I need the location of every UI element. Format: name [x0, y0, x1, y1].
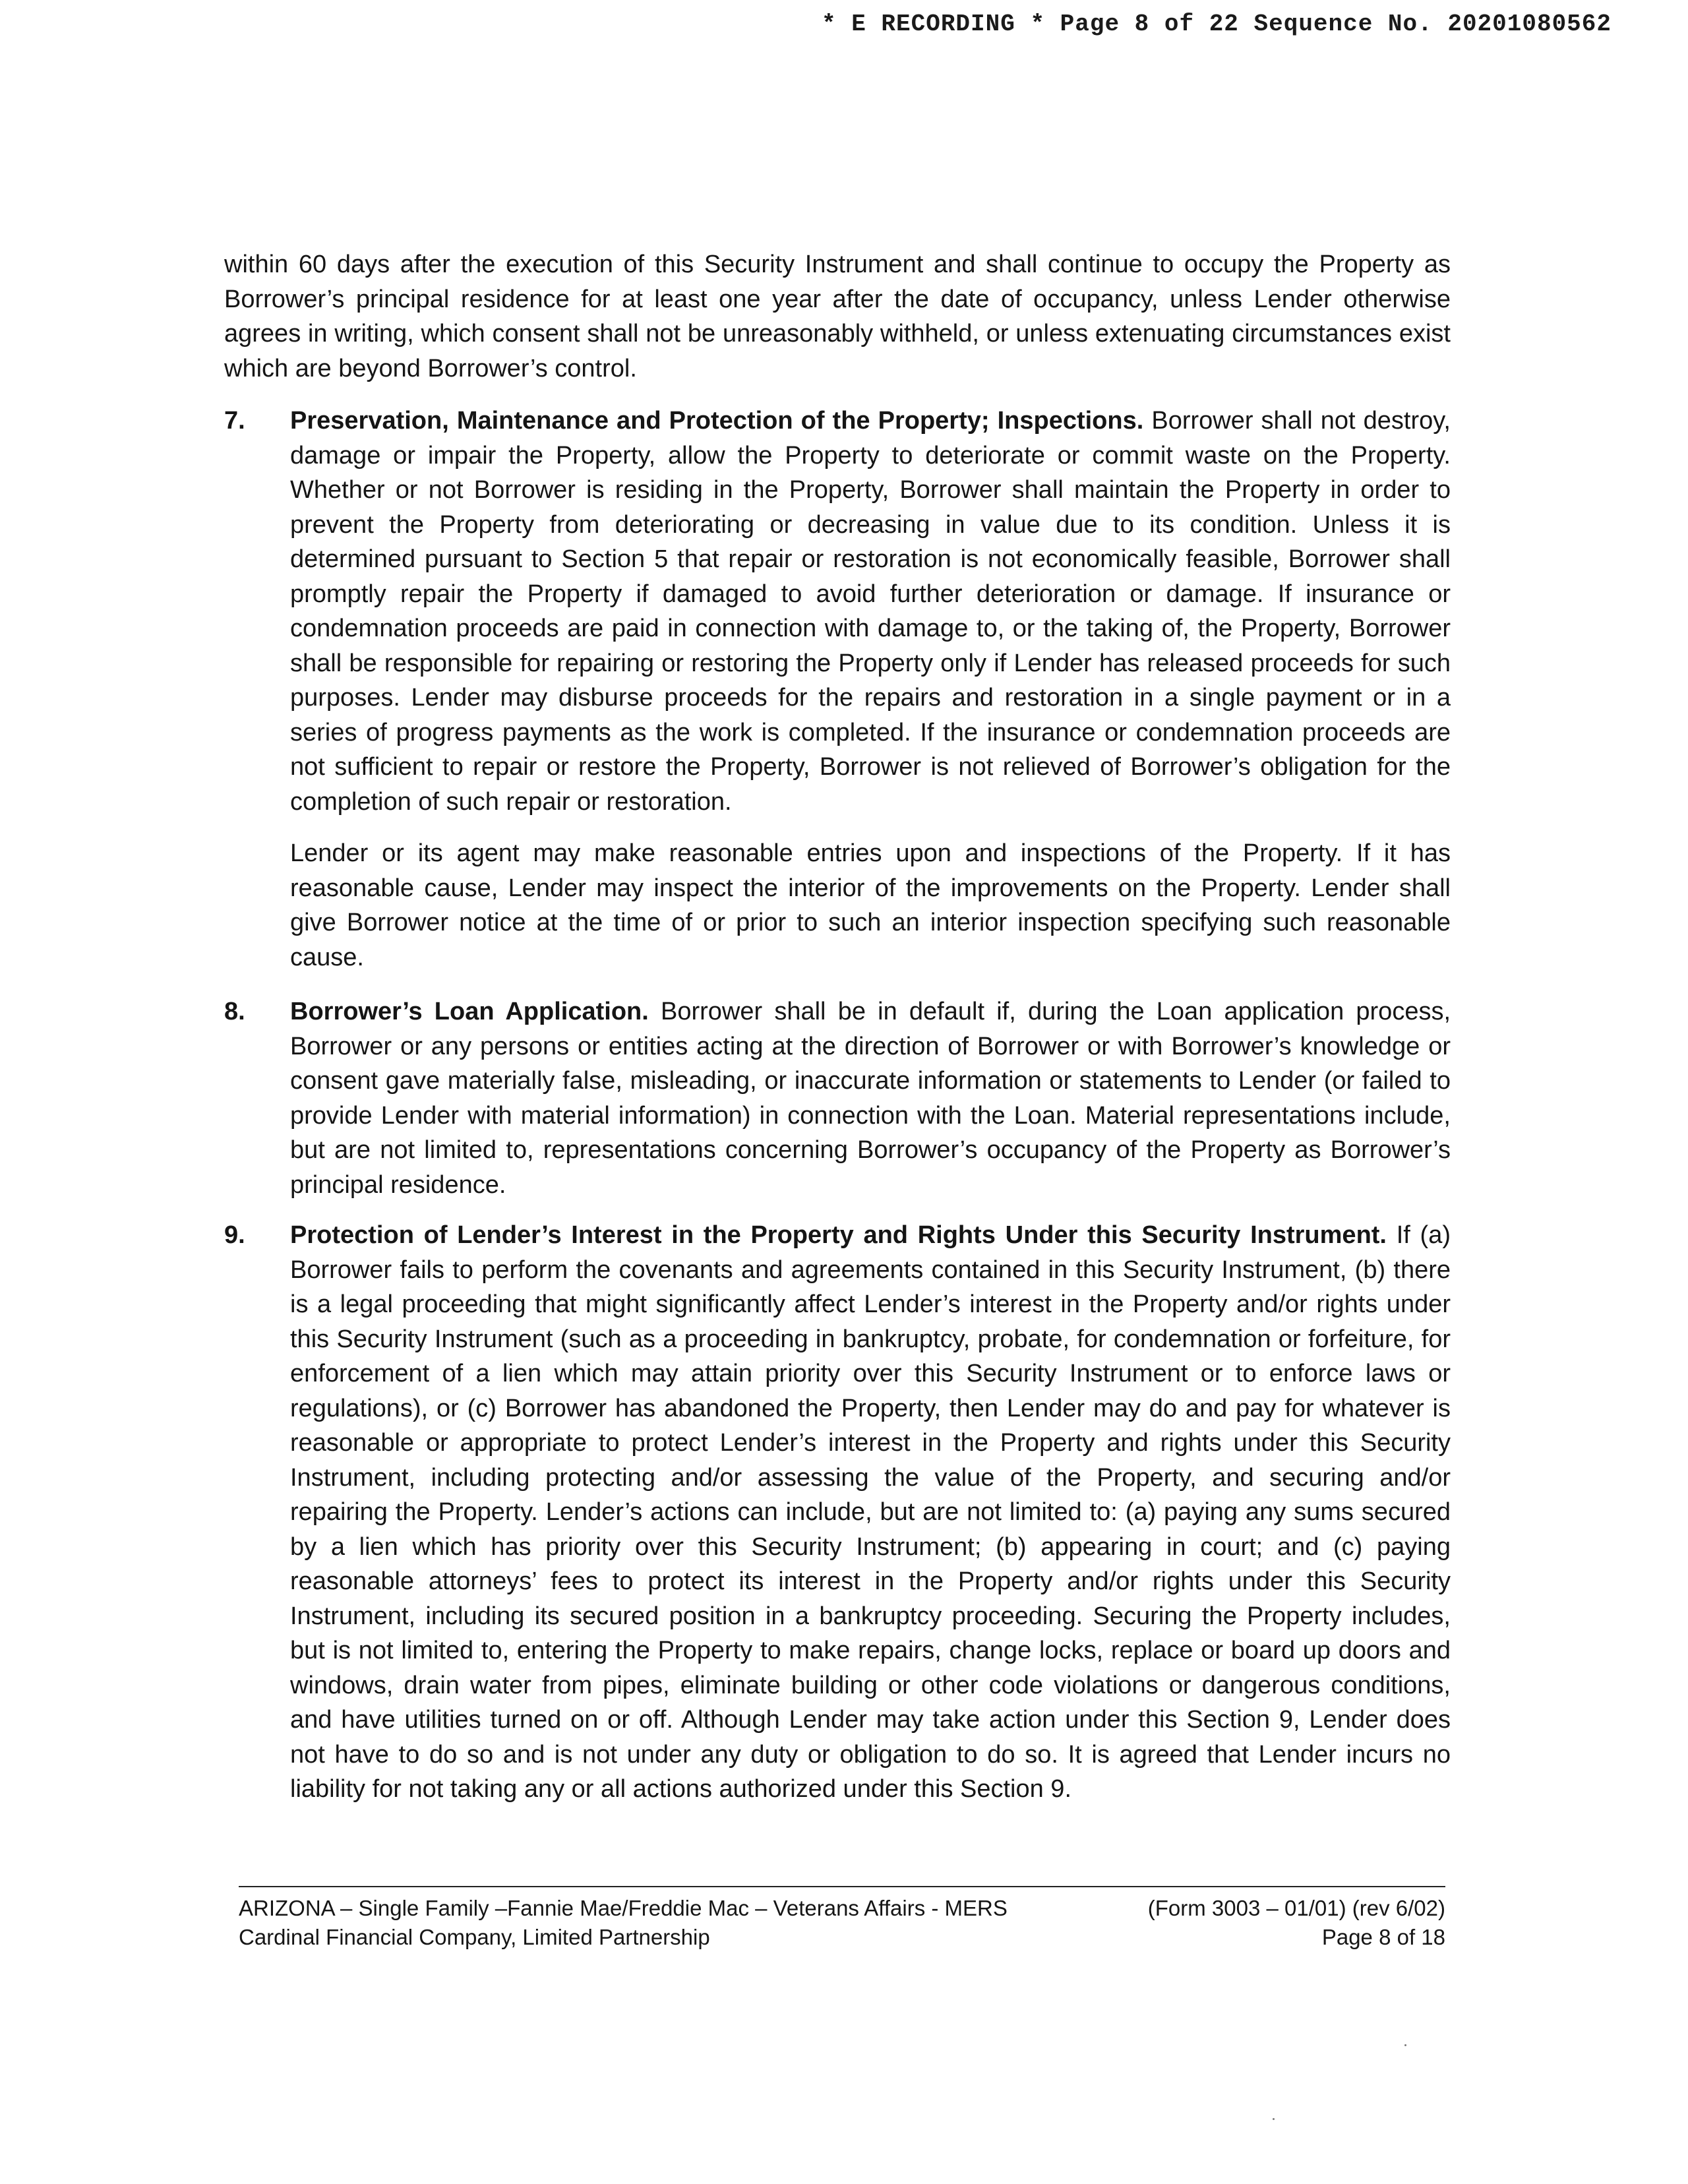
section-text: Borrower shall not destroy, damage or impair the Property, allow the Property to deteriorate or commit waste on the Property. Whether or not Borrower is residing in the Property, Borrower shall maintain the Property in order to prevent the Property from deteriorating or decreasing in value due to its condition. Unless it is determined pursuant to Section 5 that repair or restoration is not economically feasible, Borrower shall promptly repair the Property if damaged to avoid further deterioration or damage. If insurance or condemnation proceeds are paid in connection with damage to, or the taking of, the Property, Borrower shall be responsible for repairing or restoring the Property only if Lender has released proceeds for such purposes. Lender may disburse proceeds for the repairs and restoration in a single payment or in a series of progress payments as the work is completed. If the insurance or condemnation proceeds are not sufficient to repair or restore the Property, Borrower is not relieved of Borrower’s obligation for the completion of such repair or restoration. [290, 407, 1451, 816]
section-subparagraph: Lender or its agent may make reasonable entries upon and inspections of the Property. If it has reasonable cause, Lender may inspect the interior of the improvements on the Property. Lender shall give Borrower notice at the time of or prior to such an interior inspection specifying such reasonable cause. [290, 839, 1451, 971]
section-title: Preservation, Maintenance and Protection of the Property; Inspections. [290, 407, 1144, 435]
section-title: Borrower’s Loan Application. [290, 998, 649, 1025]
section-text: If (a) Borrower fails to perform the covenants and agreements contained in this Security Instrument, (b) there is a legal proceeding that might significantly affect Lender’s interest in the Property and/or rights under this Security Instrument (such as a proceeding in bankruptcy, probate, for condemnation or forfeiture, for enforcement of a lien which may attain priority over this Security Instrument or to enforce laws or regulations), or (c) Borrower has abandoned the Property, then Lender may do and pay for whatever is reasonable or appropriate to protect Lender’s interest in the Property and rights under this Security Instrument, including protecting and/or assessing the value of the Property, and securing and/or repairing the Property. Lender’s actions can include, but are not limited to: (a) paying any sums secured by a lien which has priority over this Security Instrument; (b) appearing in court; and (c) paying reasonable attorneys’ fees to protect its interest in the Property and/or rights under this Security Instrument, including its secured position in a bankruptcy proceeding. Securing the Property includes, but is not limited to, entering the Property to make repairs, change locks, replace or board up doors and windows, drain water from pipes, eliminate building or other code violations or dangerous conditions, and have utilities turned on or off. Although Lender may take action under this Section 9, Lender does not have to do so and is not under any duty or obligation to do so. It is agreed that Lender incurs no liability for not taking any or all actions authorized under this Section 9. [290, 1221, 1451, 1803]
section-number: 8. [224, 998, 245, 1025]
section-number: 7. [224, 407, 245, 435]
section-body [290, 404, 1451, 819]
page-footer [239, 1886, 1445, 1952]
section-body [290, 1218, 1451, 1807]
scan-speck [1404, 2044, 1406, 2046]
footer-row-1 [239, 1894, 1445, 1923]
form-description: ARIZONA – Single Family –Fannie Mae/Freddie Mac – Veterans Affairs - MERS [239, 1896, 1008, 1920]
page-number: Page 8 of 18 [1321, 1925, 1445, 1949]
recording-header: * E RECORDING * Page 8 of 22 Sequence No. 20201080562 [822, 11, 1612, 38]
scan-speck [1273, 2118, 1275, 2120]
company-name: Cardinal Financial Company, Limited Partnership [239, 1925, 710, 1949]
intro-paragraph-block [224, 247, 1451, 386]
section-title: Protection of Lender’s Interest in the Property and Rights Under this Security Instrument. [290, 1221, 1387, 1249]
footer-row-2 [239, 1923, 1445, 1952]
section-text: Borrower shall be in default if, during the Loan application process, Borrower or any persons or entities acting at the direction of Borrower or with Borrower’s knowledge or consent gave materially false, misleading, or inaccurate information or statements to Lender (or failed to provide Lender with material information) in connection with the Loan. Material representations include, but are not limited to, representations concerning Borrower’s occupancy of the Property as Borrower’s principal residence. [290, 998, 1451, 1199]
section-body [290, 994, 1451, 1202]
form-number: (Form 3003 – 01/01) (rev 6/02) [1147, 1896, 1445, 1920]
section-number: 9. [224, 1221, 245, 1249]
section-8 [224, 994, 1451, 1202]
section-9 [224, 1218, 1451, 1807]
section-7 [224, 404, 1451, 975]
intro-paragraph: within 60 days after the execution of this Security Instrument and shall continue to occupy the Property as Borrower’s principal residence for at least one year after the date of occupancy, unless Lender otherwise agrees in writing, which consent shall not be unreasonably withheld, or unless extenuating circumstances exist which are beyond Borrower’s control. [224, 251, 1451, 382]
